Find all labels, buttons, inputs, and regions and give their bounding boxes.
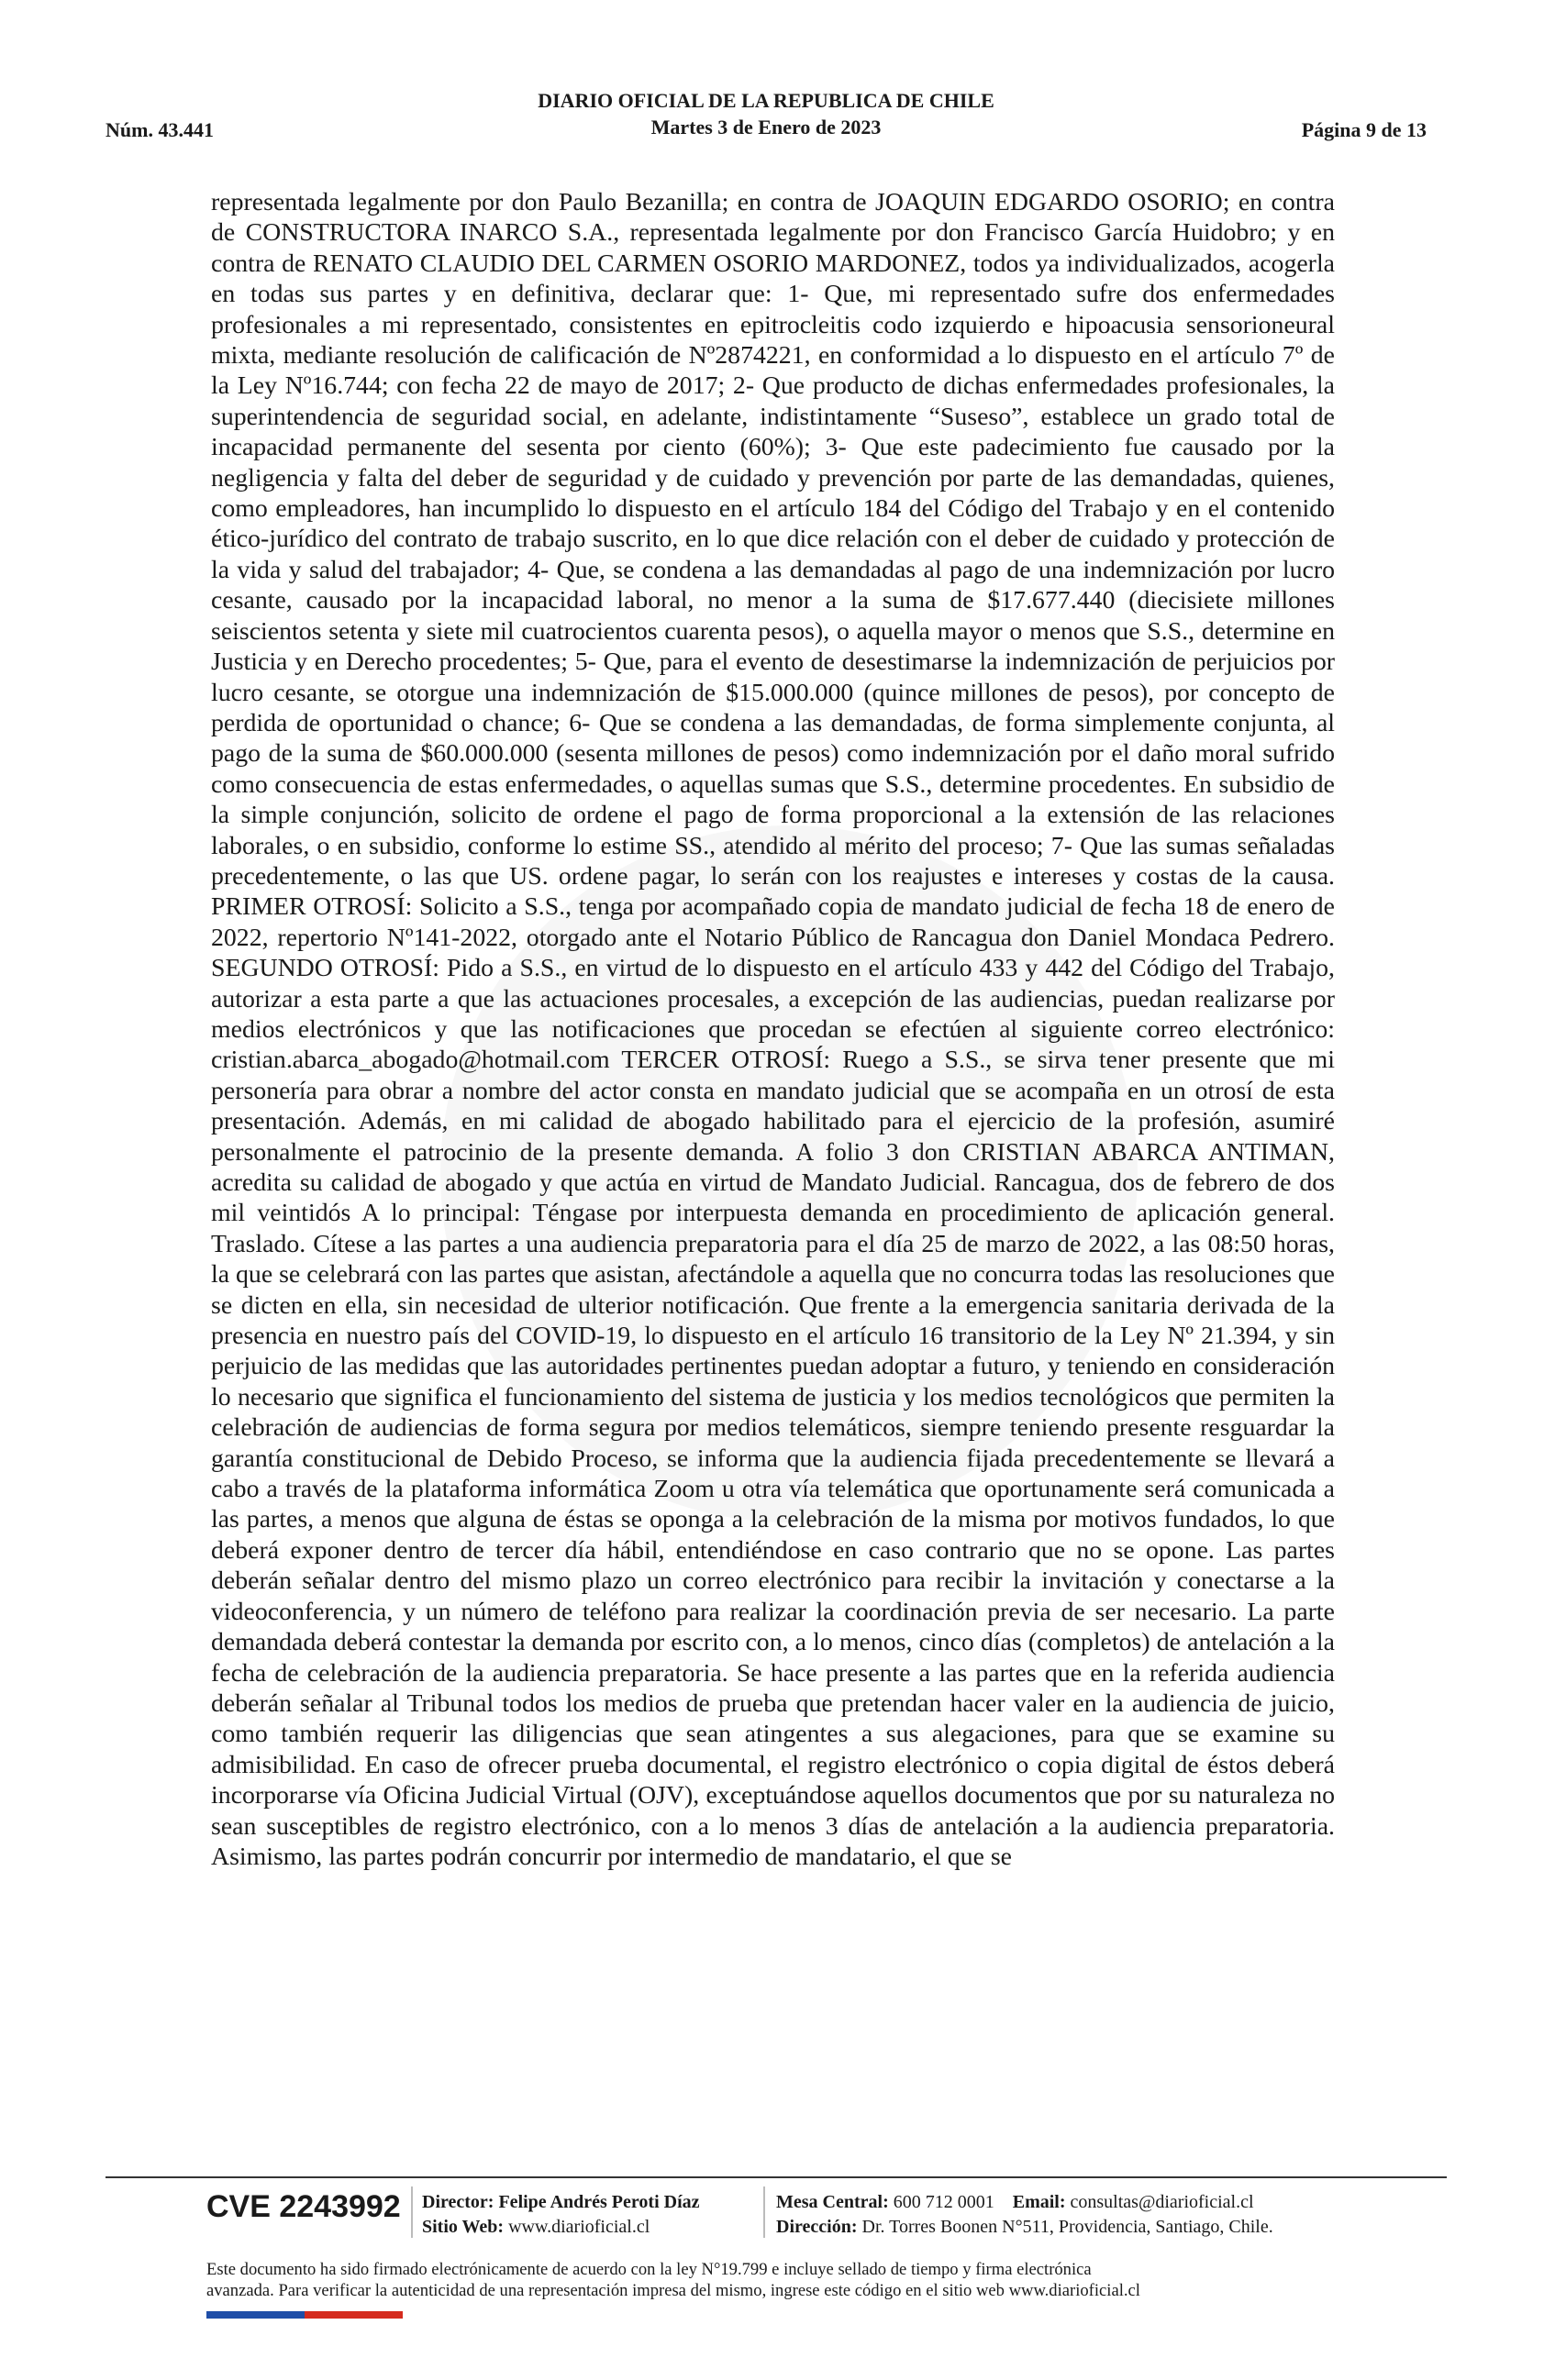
legal-line: avanzada. Para verificar la autenticidad de una representación impresa del mismo, ingrese este código en el sitio web www.diarioficial.cl [206, 2281, 1140, 2300]
masthead [106, 87, 1427, 140]
issue-number: Núm. 43.441 [106, 118, 214, 141]
website-label: Sitio Web: [422, 2217, 505, 2237]
footer-divider [106, 2176, 1447, 2178]
footer-separator [411, 2186, 413, 2238]
publication-title: DIARIO OFICIAL DE LA REPUBLICA DE CHILE [538, 89, 994, 112]
publication-date: Martes 3 de Enero de 2023 [650, 116, 882, 138]
website-link[interactable]: www.diarioficial.cl [508, 2217, 650, 2237]
footer-contact-block [776, 2190, 1273, 2240]
body-paragraph: representada legalmente por don Paulo Bezanilla; en contra de JOAQUIN EDGARDO OSORIO; en contra de CONSTRUCTORA INARCO S.A., representada legalmente por don Francisco García Huidobro; y en contra de RENATO CLAUDIO DEL CARMEN OSORIO MARDONEZ, todos ya individualizados, acogerla en todas sus partes y en definitiva, declarar que: 1- Que, mi representado sufre dos enfermedades profesionales a mi representado, consistentes en epitrocleitis codo izquierdo e hipoacusia sensorioneural mixta, mediante resolución de calificación de Nº2874221, en conformidad a lo dispuesto en el artículo 7º de la Ley Nº16.744; con fecha 22 de mayo de 2017; 2- Que producto de dichas enfermedades profesionales, la superintendencia de seguridad social, en adelante, indistintamente “Suseso”, establece un grado total de incapacidad permanente del sesenta por ciento (60%); 3- Que este padecimiento fue causado por la negligencia y falta del deber de seguridad y de cuidado y prevención por parte de las demandadas, quienes, como empleadores, han incumplido lo dispuesto en el artículo 184 del Código del Trabajo y en el contenido ético-jurídico del contrato de trabajo suscrito, en lo que dice relación con el deber de cuidado y protección de la vida y salud del trabajador; 4- Que, se condena a las demandadas al pago de una indemnización por lucro cesante, causado por la incapacidad laboral, no menor a la suma de $17.677.440 (diecisiete millones seiscientos setenta y siete mil cuatrocientos cuarenta pesos), o aquella mayor o menos que S.S., determine en Justicia y en Derecho procedentes; 5- Que, para el evento de desestimarse la indemnización de perjuicios por lucro cesante, se otorgue una indemnización de $15.000.000 (quince millones de pesos), por concepto de perdida de oportunidad o chance; 6- Que se condena a las demandadas, de forma simplemente conjunta, al pago de la suma de $60.000.000 (sesenta millones de pesos) como indemnización por el daño moral sufrido como consecuencia de estas enfermedades, o aquellas sumas que S.S., determine procedentes. En subsidio de la simple conjunción, solicito de ordene el pago de forma proporcional a la extensión de las relaciones laborales, o en subsidio, conforme lo estime SS., atendido al mérito del proceso; 7- Que las sumas señaladas precedentemente, o las que US. ordene pagar, lo serán con los reajustes e intereses y costas de la causa. PRIMER OTROSÍ: Solicito a S.S., tenga por acompañado copia de mandato judicial de fecha 18 de enero de 2022, repertorio Nº141-2022, otorgado ante el Notario Público de Rancagua don Daniel Mondaca Pedrero. SEGUNDO OTROSÍ: Pido a S.S., en virtud de lo dispuesto en el artículo 433 y 442 del Código del Trabajo, autorizar a esta parte a que las actuaciones procesales, a excepción de las audiencias, puedan realizarse por medios electrónicos y que las notificaciones que procedan se efectúen al siguiente correo electrónico: cristian.abarca_abogado@hotmail.com TERCER OTROSÍ: Ruego a S.S., se sirva tener presente que mi personería para obrar a nombre del actor consta en mandato judicial que se acompaña en un otrosí de esta presentación. Además, en mi calidad de abogado habilitado para el ejercicio de la profesión, asumiré personalmente el patrocinio de la presente demanda. A folio 3 don CRISTIAN ABARCA ANTIMAN, acredita su calidad de abogado y que actúa en virtud de Mandato Judicial. Rancagua, dos de febrero de dos mil veintidós A lo principal: Téngase por interpuesta demanda en procedimiento de aplicación general. Traslado. Cítese a las partes a una audiencia preparatoria para el día 25 de marzo de 2022, a las 08:50 horas, la que se celebrará con las partes que asistan, afectándole a aquella que no concurra todas las resoluciones que se dicten en ella, sin necesidad de ulterior notificación. Que frente a la emergencia sanitaria derivada de la presencia en nuestro país del COVID-19, lo dispuesto en el artículo 16 transitorio de la Ley Nº 21.394, y sin perjuicio de las medidas que las autoridades pertinentes puedan adoptar a futuro, y teniendo en consideración lo necesario que significa el funcionamiento del sistema de justicia y los medios tecnológicos que permiten la celebración de audiencias de forma segura por medios telemáticos, siempre teniendo presente resguardar la garantía constitucional de Debido Proceso, se informa que la audiencia fijada precedentemente se llevará a cabo a través de la plataforma informática Zoom u otra vía telemática que oportunamente será comunicada a las partes, a menos que alguna de éstas se oponga a la celebración de la misma por motivos fundados, lo que deberá exponer dentro de tercer día hábil, entendiéndose en caso contrario que no se opone. Las partes deberán señalar dentro del mismo plazo un correo electrónico para recibir la invitación y conectarse a la videoconferencia, y un número de teléfono para realizar la coordinación previa de ser necesario. La parte demandada deberá contestar la demanda por escrito con, a lo menos, cinco días (completos) de antelación a la fecha de celebración de la audiencia preparatoria. Se hace presente a las partes que en la referida audiencia deberán señalar al Tribunal todos los medios de prueba que pretendan hacer valer en la audiencia de juicio, como también requerir las diligencias que sean atingentes a sus alegaciones, para que se examine su admisibilidad. En caso de ofrecer prueba documental, el registro electrónico o copia digital de éstos deberá incorporarse vía Oficina Judicial Virtual (OJV), exceptuándose aquellos documentos que por su naturaleza no sean susceptibles de registro electrónico, con a lo menos 3 días de antelación a la audiencia preparatoria. Asimismo, las partes podrán concurrir por intermedio de mandatario, el que se [211, 188, 1335, 1871]
flag-stripe-blue [206, 2311, 305, 2319]
email-link[interactable]: consultas@diarioficial.cl [1070, 2192, 1254, 2212]
page-header [106, 87, 1427, 151]
footer-director-block [422, 2190, 700, 2240]
legal-notice [206, 2259, 1335, 2301]
phone-value: 600 712 0001 [893, 2192, 994, 2212]
director-name: Felipe Andrés Peroti Díaz [498, 2192, 700, 2212]
flag-stripe [206, 2311, 403, 2319]
footer-separator [763, 2186, 765, 2238]
phone-label: Mesa Central: [776, 2192, 889, 2212]
document-body [211, 187, 1335, 2150]
address-label: Dirección: [776, 2217, 858, 2237]
email-label: Email: [1012, 2192, 1066, 2212]
address-value: Dr. Torres Boonen N°511, Providencia, Santiago, Chile. [861, 2217, 1273, 2237]
cve-code: CVE 2243992 [206, 2189, 401, 2224]
page-number: Página 9 de 13 [1301, 118, 1427, 141]
flag-stripe-red [305, 2311, 403, 2319]
director-label: Director: [422, 2192, 494, 2212]
legal-line: Este documento ha sido firmado electrónicamente de acuerdo con la ley N°19.799 e incluye sellado de tiempo y firma electrónica [206, 2260, 1092, 2279]
